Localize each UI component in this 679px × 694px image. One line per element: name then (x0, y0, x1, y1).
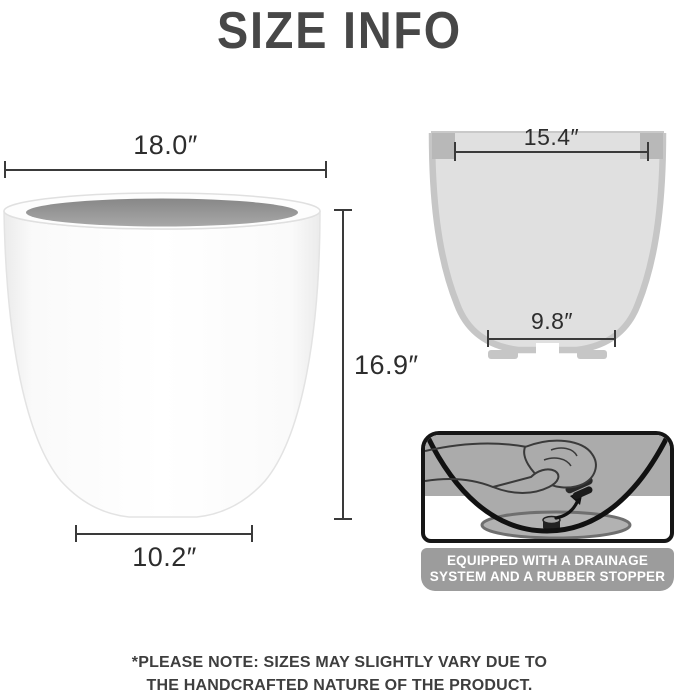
dim-tick (325, 161, 327, 178)
drain-notch (536, 343, 559, 359)
drainage-illustration-art (425, 435, 670, 539)
foot-left (488, 350, 518, 359)
dim-tick (334, 518, 352, 520)
dim-bottom-width-label: 10.2″ (132, 542, 197, 572)
pot-opening (26, 199, 298, 227)
pot-body (4, 211, 320, 517)
dim-height-line (342, 210, 344, 519)
footnote (0, 651, 679, 694)
dim-top-width-label: 18.0″ (133, 130, 198, 160)
drainage-caption-line2: SYSTEM AND A RUBBER STOPPER (429, 568, 666, 584)
dim-inner-bottom-label: 9.8″ (530, 308, 574, 334)
page-title: SIZE INFO (216, 2, 463, 60)
foot-right (577, 350, 607, 359)
dim-inner-top-line (455, 151, 648, 153)
drainage-illustration (421, 431, 674, 543)
front-view-figure (1, 190, 331, 528)
drainage-caption (421, 548, 674, 591)
dim-top-width-line (4, 169, 327, 171)
footnote-line1: *PLEASE NOTE: SIZES MAY SLIGHTLY VARY DUE TO (131, 654, 548, 671)
dim-inner-bottom-line (488, 338, 616, 340)
dim-bottom-width-line (76, 533, 253, 535)
dim-inner-top-label: 15.4″ (523, 124, 580, 150)
dim-height-label: 16.9″ (354, 350, 419, 380)
footnote-line2: THE HANDCRAFTED NATURE OF THE PRODUCT. (146, 677, 533, 694)
dim-tick (4, 161, 6, 178)
drainage-caption-line1: EQUIPPED WITH A DRAINAGE (446, 553, 649, 568)
drainage-card (421, 431, 674, 591)
corner-tab-left (432, 133, 455, 159)
